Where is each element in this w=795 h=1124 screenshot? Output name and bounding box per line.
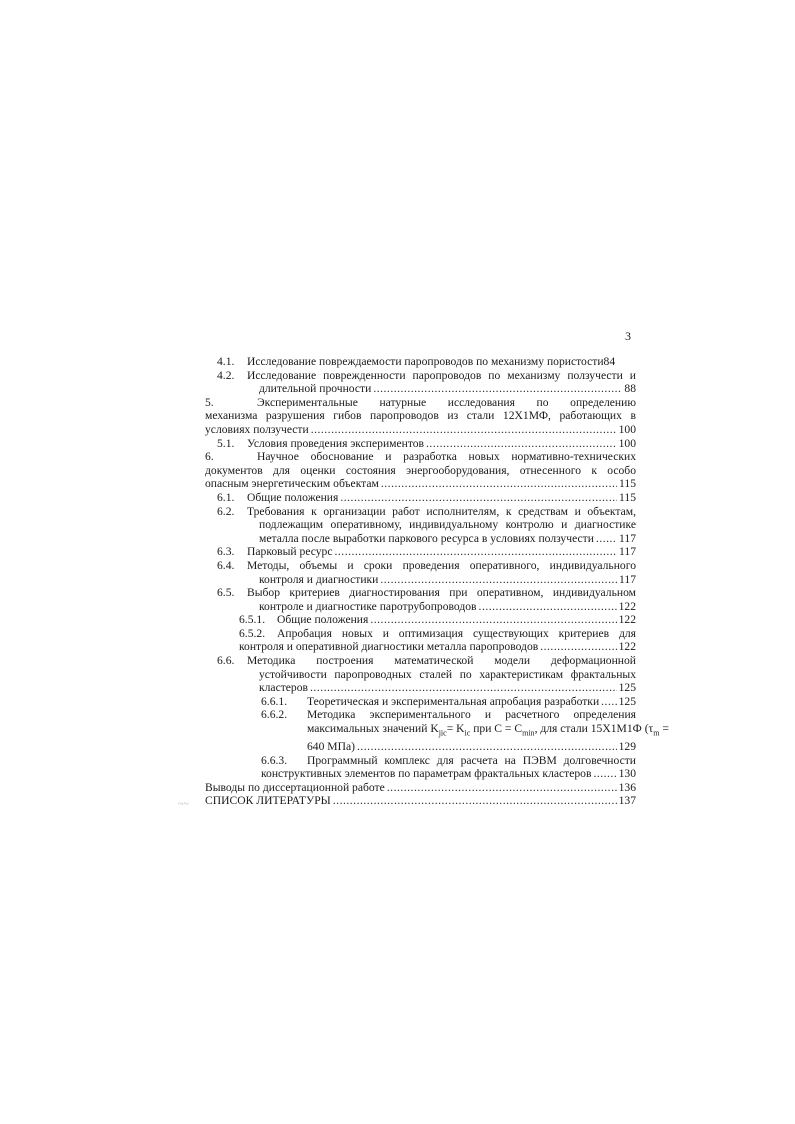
toc-entry-conclusions: Выводы по диссертационной работе ..... 136 <box>205 781 636 795</box>
toc-entry-6: 6. Научное обоснование и разработка новых нормативно-технических документов для оценки состояния энергооборудования, отнесенного к особо опасным энергетическим объектам ..... 115 <box>205 450 636 491</box>
toc-entry-6-5: 6.5. Выбор критериев диагностирования при оперативном, индивидуальном контроле и диагностике паротрубопроводов ..... 122 <box>205 586 636 613</box>
toc-entry-5-1: 5.1. Условия проведения экспериментов ..... 100 <box>205 437 636 451</box>
page-number: 3 <box>625 329 631 343</box>
toc-entry-6-1: 6.1. Общие положения ..... 115 <box>205 491 636 505</box>
toc-entry-6-4: 6.4. Методы, объемы и сроки проведения оперативного, индивидуального контроля и диагностики ..... 117 <box>205 559 636 586</box>
toc-entry-references: СПИСОК ЛИТЕРАТУРЫ ..... 137 <box>205 794 636 808</box>
toc-entry-6-6-2: 6.6.2. Методика экспериментального и расчетного определения максимальных значений $K_{jic}= K_{ic}$ при $C = C_{min}$, для стали 15Х1М1Ф ($\tau_m$ = 640 МПа) ..... 129 <box>205 708 636 753</box>
toc-entry-6-6-1: 6.6.1. Теоретическая и экспериментальная апробация разработки ..... 125 <box>205 695 636 709</box>
toc-entry-5: 5. Экспериментальные натурные исследования по определению механизма разрушения гибов паропроводов из стали 12Х1МФ, работающих в условиях ползучести ..... 100 <box>205 396 636 437</box>
toc-entry-6-2: 6.2. Требования к организации работ исполнителям, к средствам и объектам, подлежащим оперативному, индивидуальному контролю и диагностике металла после выработки паркового ресурса в условиях ползучести ..... 117 <box>205 505 636 546</box>
toc-entry-6-6: 6.6. Методика построения математической модели деформационной устойчивости паропроводных сталей по характеристикам фрактальных кластеров ..... 125 <box>205 654 636 695</box>
toc-entry-6-3: 6.3. Парковый ресурс ..... 117 <box>205 545 636 559</box>
toc-entry-6-5-2: 6.5.2. Апробация новых и оптимизация существующих критериев для контроля и оперативной диагностики металла паропроводов ..... 122 <box>205 627 636 654</box>
toc-entry-4-2: 4.2. Исследование поврежденности паропроводов по механизму ползучести и длительной прочности ..... 88 <box>205 369 636 396</box>
table-of-contents <box>205 355 669 808</box>
toc-entry-6-6-3: 6.6.3. Программный комплекс для расчета на ПЭВМ долговечности конструктивных элементов по параметрам фрактальных кластеров ..... 130 <box>205 754 636 781</box>
toc-entry-6-5-1: 6.5.1. Общие положения ..... 122 <box>205 613 636 627</box>
margin-mark: ~~ <box>178 799 189 810</box>
toc-entry-4-1: 4.1. Исследование повреждаемости паропроводов по механизму пористости 84 <box>217 355 616 368</box>
